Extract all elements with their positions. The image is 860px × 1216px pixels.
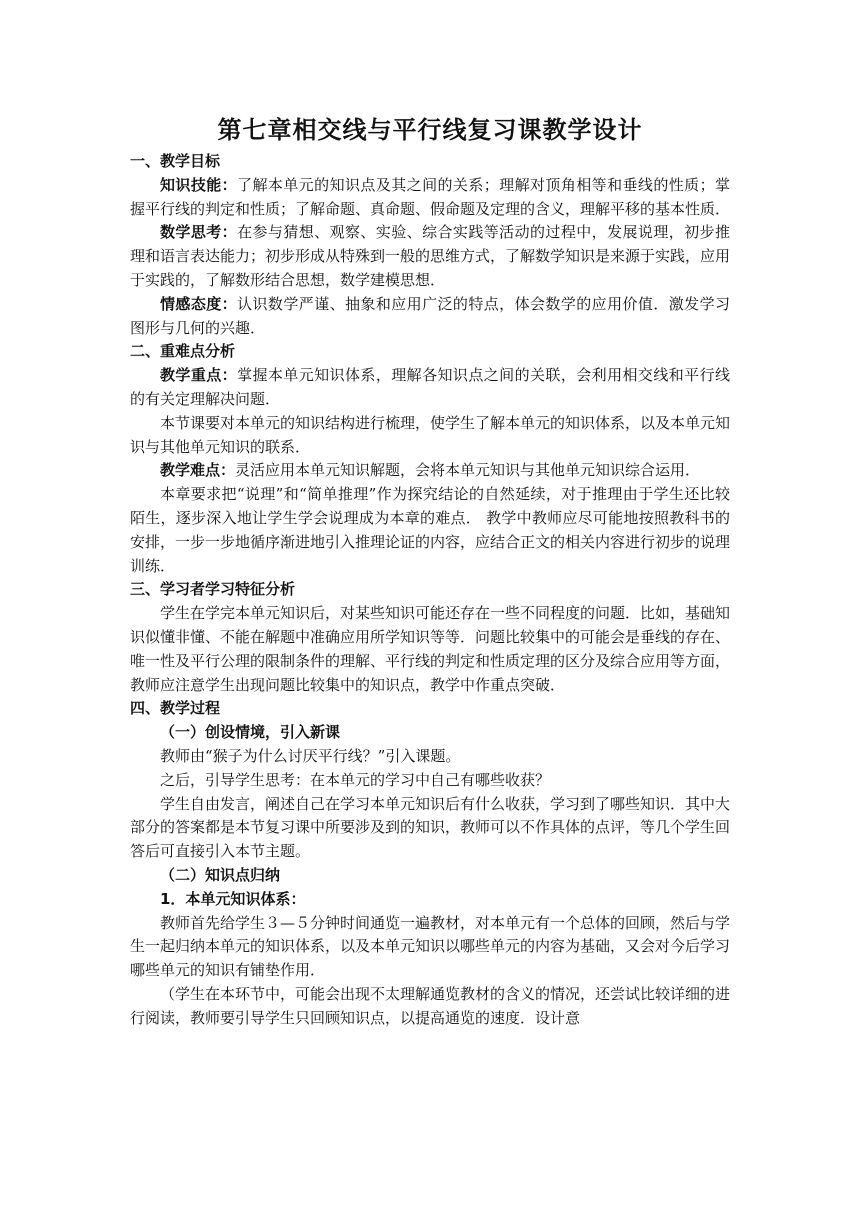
section-heading-objectives: 一、教学目标	[130, 152, 221, 170]
label-attitude: 情感态度：	[160, 294, 238, 313]
text-key-point: 掌握本单元知识体系，理解各知识点之间的关联，会利用相交线和平行线的有关定理解决问题．	[130, 366, 730, 408]
paragraph-guide-thinking: 之后，引导学生思考：在本单元的学习中自己有哪些收获？	[160, 770, 551, 789]
label-key-point: 教学重点：	[160, 366, 238, 385]
document-body	[130, 150, 730, 1030]
paragraph-student-speaking: 学生自由发言，阐述自己在学习本单元知识后有什么收获，学习到了哪些知识．其中大部分的答案都是本节复习课中所要涉及到的知识，教师可以不作具体的点评，等几个学生回答后可直接引入本节主题。	[130, 794, 731, 861]
paragraph-math-thinking	[130, 221, 730, 292]
subheading-introduction: （一）创设情境，引入新课	[160, 723, 341, 742]
label-difficulty: 教学难点：	[160, 461, 236, 480]
text-difficulty: 灵活应用本单元知识解题，会将本单元知识与其他单元知识综合运用．	[235, 461, 701, 480]
section-heading-process: 四、教学过程	[130, 699, 221, 718]
section-heading-learner-analysis: 三、学习者学习特征分析	[130, 580, 296, 599]
paragraph-reasoning: 本章要求把“说理”和“简单推理”作为探究结论的自然延续，对于推理由于学生还比较陌生，逐步深入地让学生学会说理成为本章的难点． 教学中教师应尽可能地按照教科书的安排，一步一步地循序渐进地引入推理论证的内容，应结合正文的相关内容进行初步的说理训练．	[130, 485, 731, 575]
document-title: 第七章相交线与平行线复习课教学设计	[217, 116, 643, 144]
section-heading-key-points: 二、重难点分析	[130, 342, 236, 361]
paragraph-browse-textbook: 教师首先给学生３—５分钟时间通览一遍教材，对本单元有一个总体的回顾，然后与学生一起归纳本单元的知识体系，以及本单元知识以哪些单元的内容为基础，又会对今后学习哪些单元的知识有铺垫作用．	[130, 913, 731, 980]
label-math-thinking: 数学思考：	[160, 223, 238, 242]
paragraph-difficulty	[130, 459, 730, 483]
text-attitude: 认识数学严谨、抽象和应用广泛的特点，体会数学的应用价值．激发学习图形与几何的兴趣．	[130, 294, 730, 337]
paragraph-learner-analysis: 学生在学完本单元知识后，对某些知识可能还存在一些不同程度的问题．比如，基础知识似懂非懂、不能在解题中准确应用所学知识等等．问题比较集中的可能会是垂线的存在、唯一性及平行公理的限制条件的理解、平行线的判定和性质定理的区分及综合应用等方面，教师应注意学生出现问题比较集中的知识点，教学中作重点突破．	[130, 604, 731, 694]
paragraph-attitude	[130, 293, 730, 341]
paragraph-key-point	[130, 364, 730, 412]
paragraph-lesson-structure: 本节课要对本单元的知识结构进行梳理，使学生了解本单元的知识体系，以及本单元知识与其他单元知识的联系．	[130, 413, 731, 456]
subheading-knowledge-system: 1．本单元知识体系：	[160, 889, 306, 908]
text-math-thinking: 在参与猜想、观察、实验、综合实践等活动的过程中，发展说理，初步推理和语言表达能力；初步形成从特殊到一般的思维方式，了解数学知识是来源于实践，应用于实践的，了解数形结合思想，数学建模思想．	[130, 223, 731, 289]
label-knowledge-skills: 知识技能：	[160, 175, 238, 194]
paragraph-monkey-question: 教师由“猴子为什么讨厌平行线？”引入课题。	[160, 746, 461, 765]
paragraph-knowledge-skills	[130, 174, 730, 222]
paragraph-student-note: （学生在本环节中，可能会出现不太理解通览教材的含义的情况，还尝试比较详细的进行阅读，教师要引导学生只回顾知识点，以提高通览的速度．设计意	[130, 984, 731, 1027]
subheading-knowledge-summary: （二）知识点归纳	[160, 865, 281, 884]
text-knowledge-skills: 了解本单元的知识点及其之间的关系；理解对顶角相等和垂线的性质；掌握平行线的判定和性质；了解命题、真命题、假命题及定理的含义，理解平移的基本性质．	[130, 175, 731, 218]
